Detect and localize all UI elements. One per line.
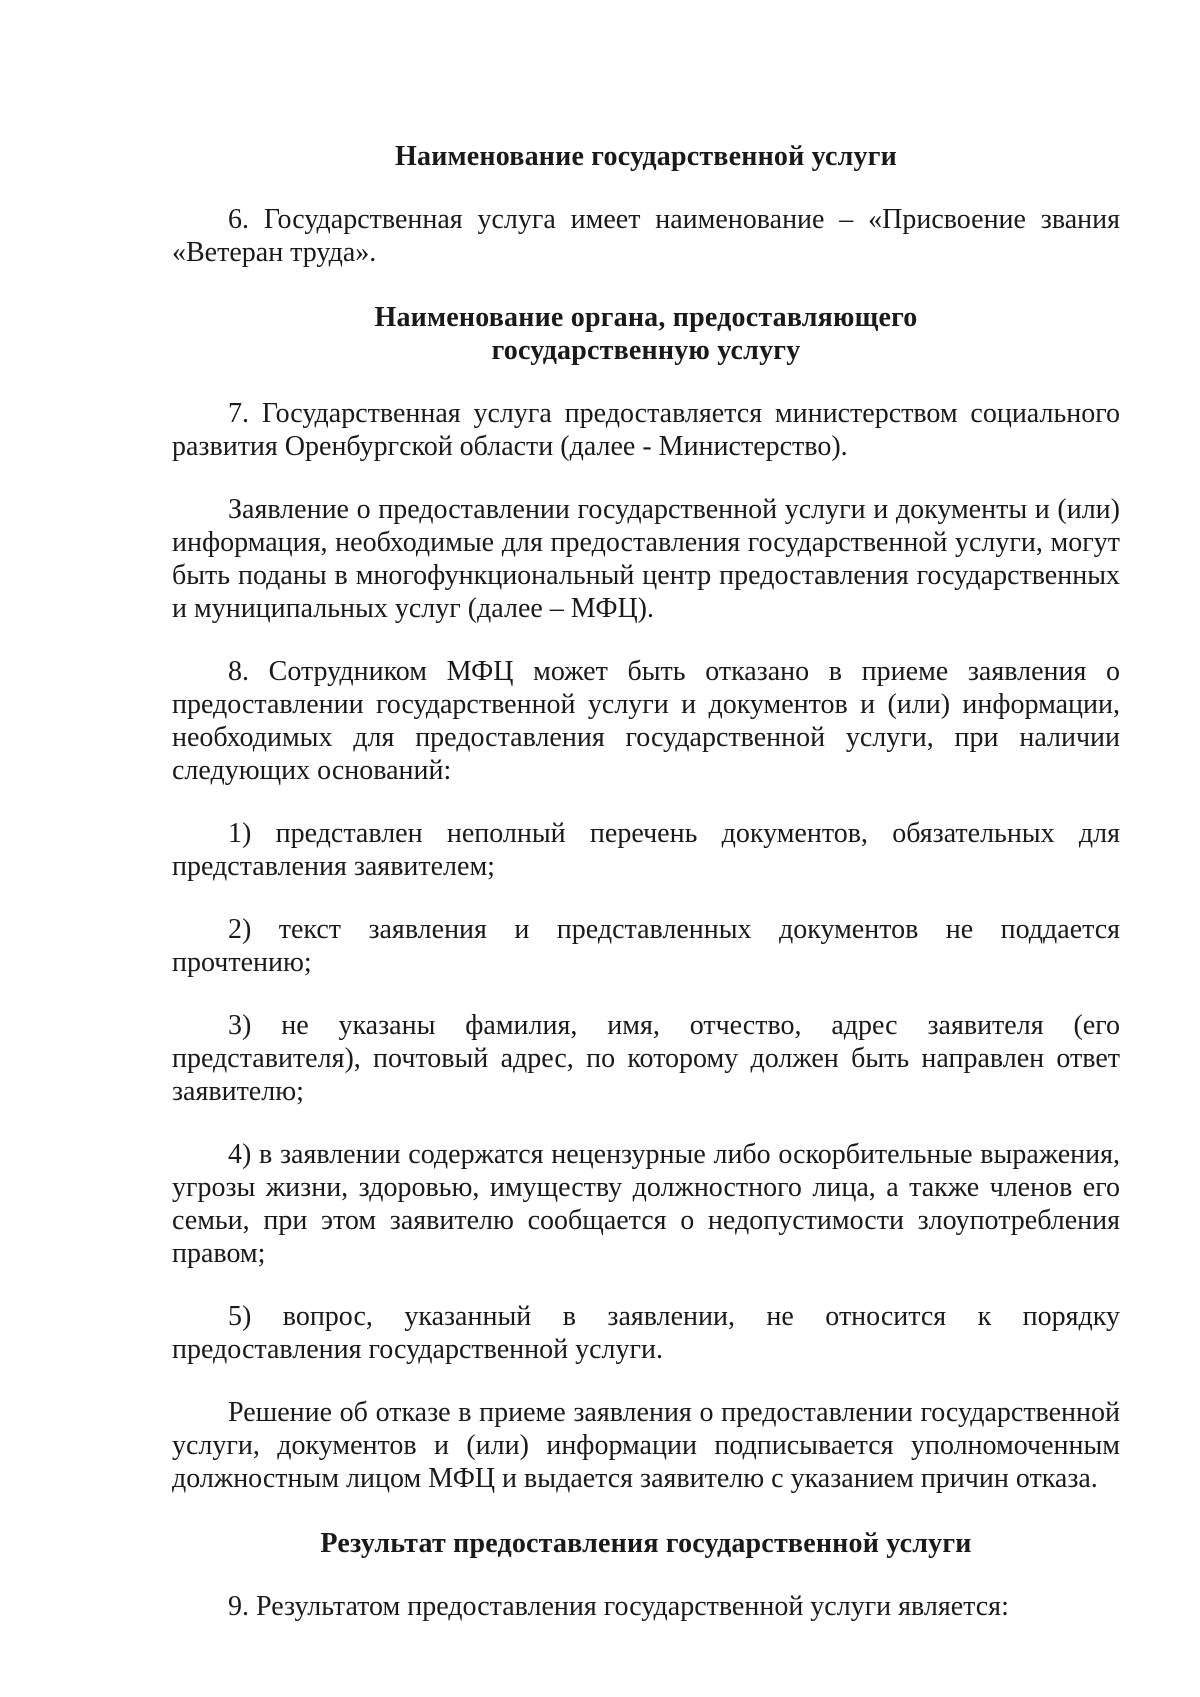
paragraph-7: 7. Государственная услуга предоставляется министерством социального развития Оренбургской области (далее - Министерство). bbox=[172, 398, 1120, 462]
heading-service-result: Результат предоставления государственной услуги bbox=[320, 1528, 972, 1559]
heading-service-name: Наименование государственной услуги bbox=[395, 141, 897, 172]
heading-service-provider bbox=[172, 301, 1120, 367]
paragraph-6: 6. Государственная услуга имеет наименование – «Присвоение звания «Ветеран труда». bbox=[172, 204, 1120, 268]
list-item-5: 5) вопрос, указанный в заявлении, не относится к порядку предоставления государственной услуги. bbox=[172, 1301, 1120, 1365]
heading-service-provider-line-2: государственную услугу bbox=[491, 335, 801, 366]
document-page bbox=[172, 140, 1120, 1623]
list-item-3: 3) не указаны фамилия, имя, отчество, адрес заявителя (его представителя), почтовый адрес, по которому должен быть направлен ответ заявителю; bbox=[172, 1010, 1120, 1107]
paragraph-8: 8. Сотрудником МФЦ может быть отказано в приеме заявления о предоставлении государственной услуги и документов и (или) информации, необходимых для предоставления государственной услуги, при наличии следующих оснований: bbox=[172, 656, 1120, 786]
paragraph-7-application: Заявление о предоставлении государственной услуги и документы и (или) информация, необходимые для предоставления государственной услуги, могут быть поданы в многофункциональный центр предоставления государственных и муниципальных услуг (далее – МФЦ). bbox=[172, 494, 1120, 624]
heading-service-provider-line-1: Наименование органа, предоставляющего bbox=[374, 302, 918, 333]
paragraph-refusal-decision: Решение об отказе в приеме заявления о предоставлении государственной услуги, документов и (или) информации подписывается уполномоченным должностным лицом МФЦ и выдается заявителю с указанием причин отказа. bbox=[172, 1397, 1120, 1494]
paragraph-9: 9. Результатом предоставления государственной услуги является: bbox=[228, 1591, 1009, 1622]
list-item-2: 2) текст заявления и представленных документов не поддается прочтению; bbox=[172, 914, 1120, 978]
list-item-1: 1) представлен неполный перечень документов, обязательных для представления заявителем; bbox=[172, 818, 1120, 882]
list-item-4: 4) в заявлении содержатся нецензурные либо оскорбительные выражения, угрозы жизни, здоровью, имуществу должностного лица, а также членов его семьи, при этом заявителю сообщается о недопустимости злоупотребления правом; bbox=[172, 1139, 1120, 1269]
